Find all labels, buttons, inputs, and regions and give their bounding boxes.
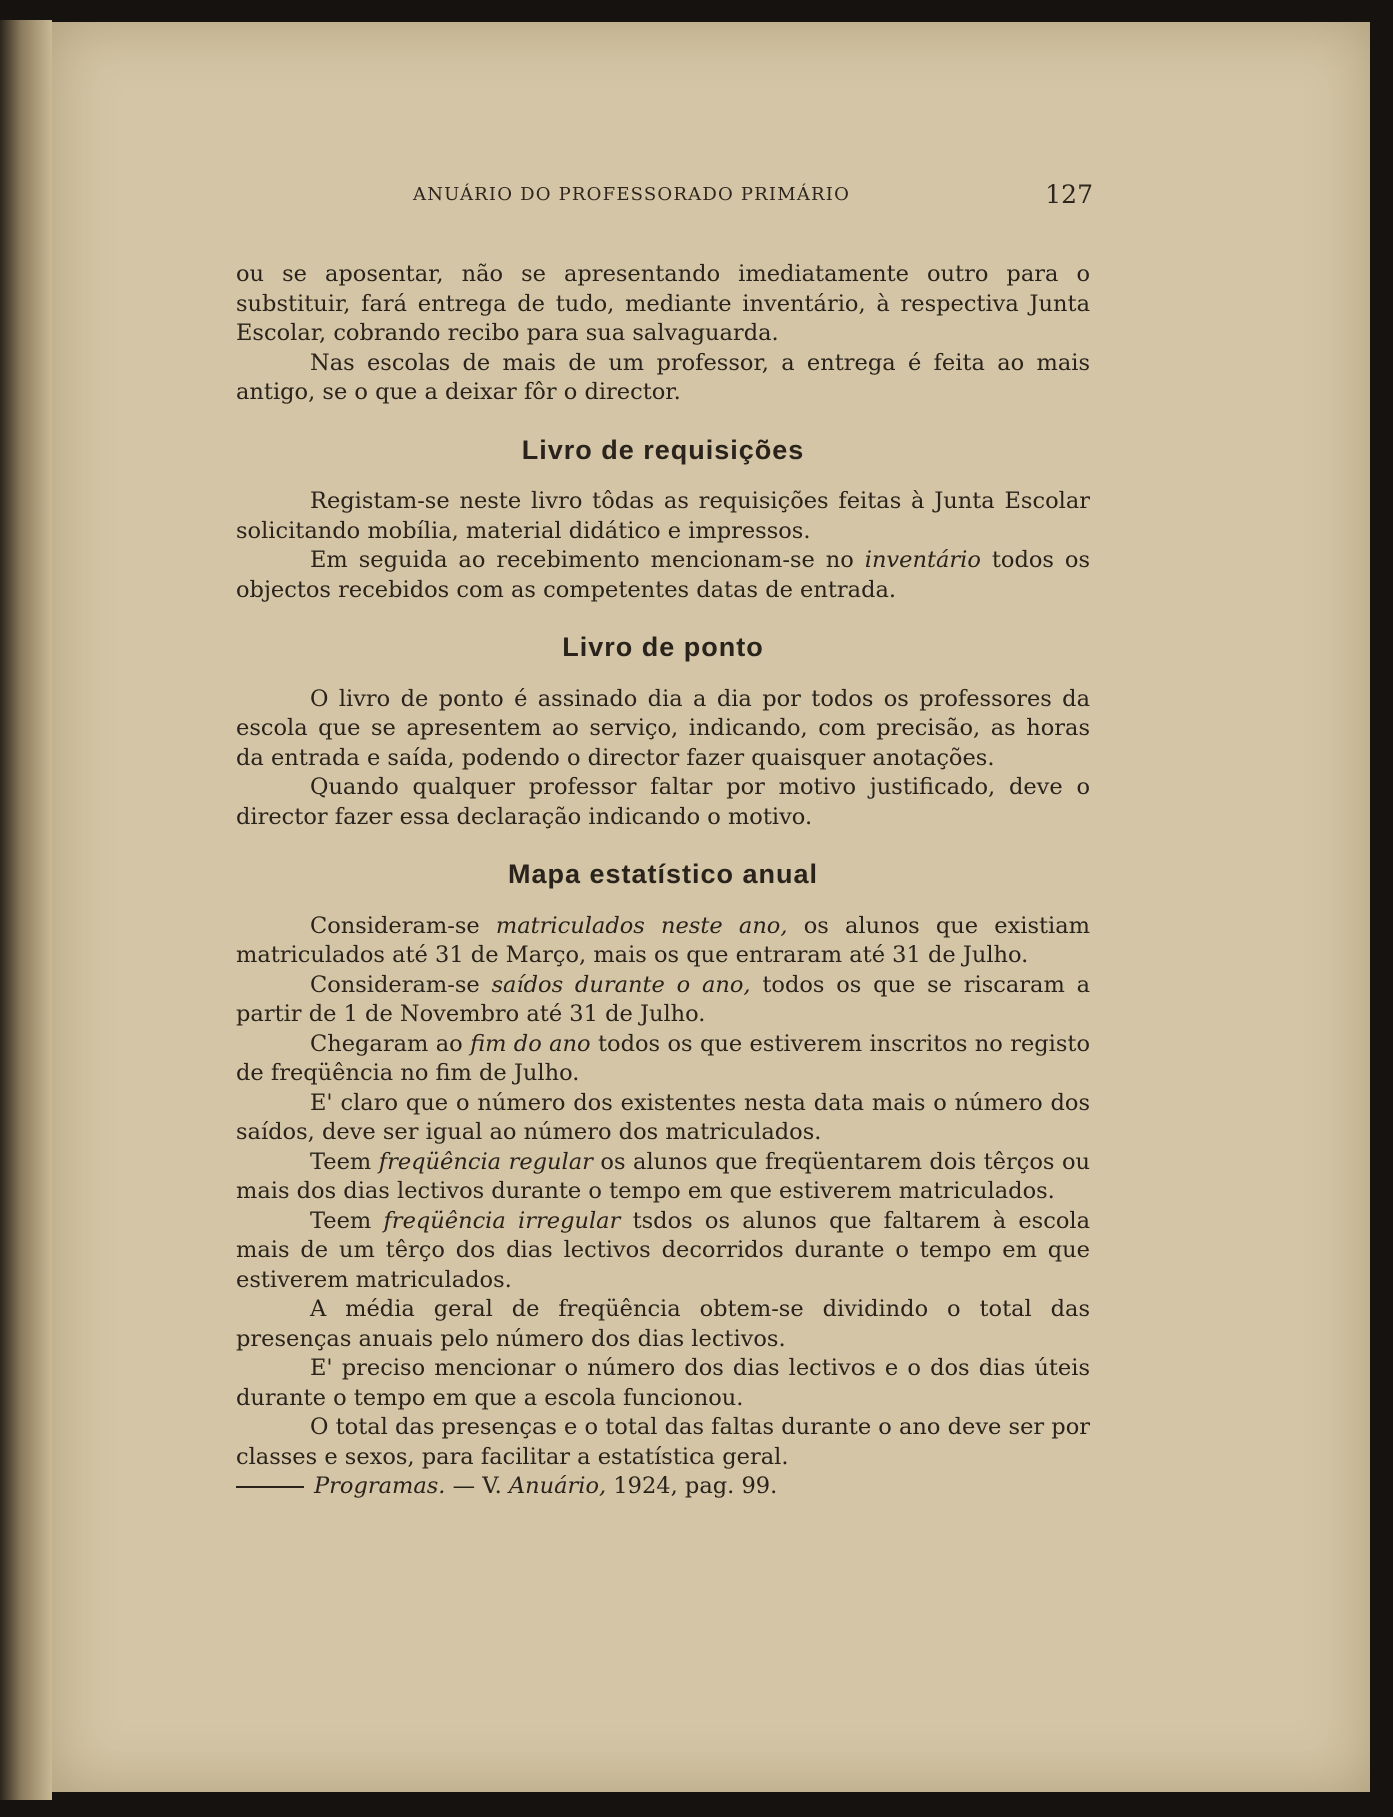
text-run: os alunos que existiam matriculados até 31 de Março, mais os que entraram até 31 de Julho.	[236, 912, 1090, 968]
text-run: os alunos que freqüentarem dois têrços ou mais dos dias lectivos durante o tempo em que estiverem matriculados.	[236, 1148, 1090, 1204]
italic-term: Programas.	[314, 1473, 446, 1499]
italic-term: matriculados neste ano,	[495, 912, 788, 939]
italic-term: freqüência regular	[378, 1148, 593, 1175]
paragraph	[236, 1207, 1090, 1296]
text-run: todos os que se riscaram a partir de 1 de Novembro até 31 de Julho.	[236, 971, 1090, 1027]
italic-term: freqüência irregular	[383, 1207, 621, 1234]
binding-edge	[0, 20, 52, 1800]
italic-term: inventário	[864, 547, 981, 573]
text-run: Chegaram ao	[310, 1030, 471, 1057]
section-heading: Mapa estatístico anual	[507, 859, 819, 889]
paragraph: A média geral de freqüência obtem-se dividindo o total das presenças anuais pelo número dos dias lectivos.	[236, 1296, 1090, 1352]
dash-rule	[236, 1486, 304, 1488]
text-run: 1924, pag. 99.	[606, 1473, 778, 1499]
paragraph	[236, 546, 1090, 605]
text-run: Teem	[310, 1207, 384, 1234]
section-heading: Livro de ponto	[562, 632, 764, 662]
paragraph: ou se aposentar, não se apresentando imediatamente outro para o substituir, fará entrega de tudo, mediante inventário, à respectiva Junta Escolar, cobrando recibo para sua salvaguarda.	[236, 261, 1090, 346]
text-run: todos os que estiverem inscritos no registo de freqüência no fim de Julho.	[236, 1030, 1090, 1086]
paragraph: Registam-se neste livro tôdas as requisições feitas à Junta Escolar solicitando mobília, material didático e impressos.	[236, 488, 1090, 544]
reference-line	[236, 1472, 1090, 1502]
text-run: Em seguida ao recebimento mencionam-se no	[310, 547, 865, 573]
text-run: — V.	[445, 1473, 509, 1499]
paragraph: O total das presenças e o total das faltas durante o ano deve ser por classes e sexos, para facilitar a estatística geral.	[236, 1414, 1090, 1470]
page-number: 127	[1045, 180, 1093, 209]
text-run: Consideram-se	[310, 912, 496, 939]
italic-term: fim do ano	[470, 1030, 591, 1057]
running-title: ANUÁRIO DO PROFESSORADO PRIMÁRIO	[413, 184, 851, 205]
italic-term: Anuário,	[508, 1473, 607, 1499]
paragraph: O livro de ponto é assinado dia a dia por todos os professores da escola que se apresentem ao serviço, indicando, com precisão, as horas da entrada e saída, podendo o director fazer quaisquer anotações.	[236, 685, 1090, 771]
paragraph: Nas escolas de mais de um professor, a entrega é feita ao mais antigo, se o que a deixar fôr o director.	[236, 349, 1090, 405]
text-run: tsdos os alunos que faltarem à escola mais de um têrço dos dias lectivos decorridos durante o tempo em que estiverem matriculados.	[236, 1207, 1090, 1293]
paragraph	[236, 1148, 1090, 1207]
section-heading: Livro de requisições	[521, 434, 805, 465]
paragraph	[236, 1030, 1090, 1089]
paragraph: E' preciso mencionar o número dos dias lectivos e o dos dias úteis durante o tempo em que a escola funcionou.	[236, 1355, 1090, 1411]
paragraph: E' claro que o número dos existentes nesta data mais o número dos saídos, deve ser igual ao número dos matriculados.	[236, 1089, 1090, 1145]
page-header	[413, 180, 1093, 214]
italic-term: saídos durante o ano,	[491, 971, 751, 998]
paragraph	[236, 912, 1090, 971]
text-run: todos os objectos recebidos com as competentes datas de entrada.	[236, 547, 1091, 603]
text-run: Teem	[310, 1148, 379, 1175]
paragraph: Quando qualquer professor faltar por motivo justificado, deve o director fazer essa declaração indicando o motivo.	[236, 774, 1090, 830]
text-run: Consideram-se	[310, 971, 492, 998]
page-body	[236, 260, 1090, 1502]
paragraph	[236, 971, 1090, 1030]
